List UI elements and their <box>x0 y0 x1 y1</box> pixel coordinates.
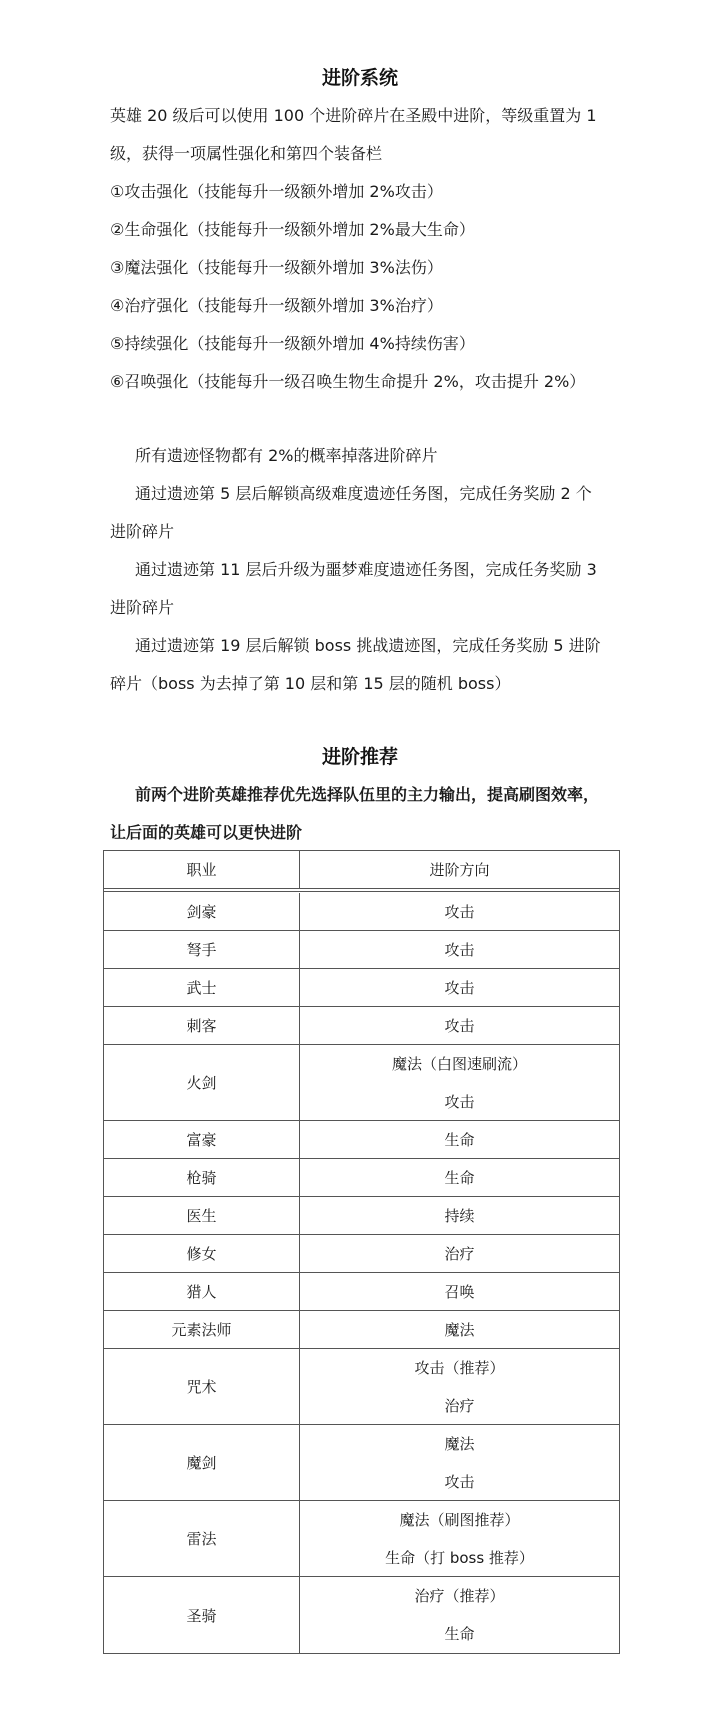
option-attack: ①攻击强化（技能每升一级额外增加 2%攻击） <box>110 182 443 201</box>
direction-entry: 攻击 <box>444 1472 475 1491</box>
job-cell: 修女 <box>104 1235 300 1272</box>
direction-entry: 治疗 <box>444 1396 475 1415</box>
direction-entry: 持续 <box>444 1206 475 1225</box>
direction-cell <box>300 1273 619 1310</box>
job-cell: 猎人 <box>104 1273 300 1310</box>
job-cell: 圣骑 <box>104 1577 300 1653</box>
direction-cell <box>300 1349 619 1424</box>
direction-entry: 魔法 <box>444 1434 475 1453</box>
option-heal: ④治疗强化（技能每升一级额外增加 3%治疗） <box>110 296 443 315</box>
header-direction-label: 进阶方向 <box>429 861 490 879</box>
direction-cell <box>300 893 619 930</box>
direction-entry: 攻击 <box>444 978 475 997</box>
direction-entry: 攻击 <box>444 902 475 921</box>
drop-line-1: 所有遗迹怪物都有 2%的概率掉落进阶碎片 <box>135 446 438 465</box>
note-line-1: 前两个进阶英雄推荐优先选择队伍里的主力输出，提高刷图效率， <box>135 785 600 804</box>
job-cell: 元素法师 <box>104 1311 300 1348</box>
table-row <box>104 1197 619 1235</box>
table-row <box>104 893 619 931</box>
drop-line-3: 进阶碎片 <box>110 522 175 541</box>
table-row <box>104 1501 619 1577</box>
direction-entry: 攻击 <box>444 940 475 959</box>
direction-cell <box>300 1311 619 1348</box>
direction-cell <box>300 1425 619 1500</box>
direction-entry: 魔法（刷图推荐） <box>399 1510 520 1529</box>
drop-line-5: 进阶碎片 <box>110 598 175 617</box>
section-title-advancement-system: 进阶系统 <box>321 67 398 89</box>
job-cell: 武士 <box>104 969 300 1006</box>
direction-cell <box>300 1197 619 1234</box>
table-row <box>104 1121 619 1159</box>
job-cell: 火剑 <box>104 1045 300 1120</box>
direction-cell <box>300 1045 619 1120</box>
table-row <box>104 1311 619 1349</box>
direction-entry: 魔法（白图速刷流） <box>391 1054 527 1073</box>
option-summon: ⑥召唤强化（技能每升一级召唤生物生命提升 2%，攻击提升 2%） <box>110 372 586 391</box>
direction-entry: 生命 <box>444 1130 475 1149</box>
job-cell: 枪骑 <box>104 1159 300 1196</box>
job-cell: 剑豪 <box>104 893 300 930</box>
direction-cell <box>300 1007 619 1044</box>
option-magic: ③魔法强化（技能每升一级额外增加 3%法伤） <box>110 258 443 277</box>
table-row <box>104 1577 619 1653</box>
header-job: 职业 <box>104 851 300 888</box>
table-header-row <box>104 851 619 889</box>
direction-entry: 攻击（推荐） <box>414 1358 505 1377</box>
table-row <box>104 931 619 969</box>
direction-entry: 治疗（推荐） <box>414 1587 505 1605</box>
table-row <box>104 1045 619 1121</box>
job-cell: 魔剑 <box>104 1425 300 1500</box>
direction-entry: 攻击 <box>444 1016 475 1035</box>
intro-line-1: 英雄 20 级后可以使用 100 个进阶碎片在圣殿中进阶，等级重置为 1 <box>110 106 597 125</box>
direction-entry: 召唤 <box>444 1282 475 1301</box>
table-row <box>104 1349 619 1425</box>
direction-entry: 生命（打 boss 推荐） <box>385 1548 534 1567</box>
recommendation-table <box>103 850 620 1654</box>
direction-cell <box>300 1235 619 1272</box>
drop-line-6: 通过遗迹第 19 层后解锁 boss 挑战遗迹图，完成任务奖励 5 进阶 <box>135 636 601 655</box>
drop-line-7: 碎片（boss 为去掉了第 10 层和第 15 层的随机 boss） <box>110 674 511 693</box>
direction-entry: 魔法 <box>444 1320 475 1339</box>
job-cell: 咒术 <box>104 1349 300 1424</box>
intro-line-2: 级，获得一项属性强化和第四个装备栏 <box>110 144 383 163</box>
option-dot: ⑤持续强化（技能每升一级额外增加 4%持续伤害） <box>110 334 475 353</box>
direction-entry: 攻击 <box>444 1092 475 1111</box>
direction-cell <box>300 969 619 1006</box>
job-cell: 雷法 <box>104 1501 300 1576</box>
header-direction <box>300 851 619 888</box>
table-row <box>104 1007 619 1045</box>
table-row <box>104 1425 619 1501</box>
table-row <box>104 1235 619 1273</box>
direction-cell <box>300 1577 619 1653</box>
direction-cell <box>300 931 619 968</box>
header-separator <box>104 889 619 892</box>
note-line-2: 让后面的英雄可以更快进阶 <box>110 823 303 842</box>
option-life: ②生命强化（技能每升一级额外增加 2%最大生命） <box>110 220 475 239</box>
table-row <box>104 969 619 1007</box>
table-row <box>104 1159 619 1197</box>
direction-entry: 治疗 <box>444 1244 475 1263</box>
direction-cell <box>300 1121 619 1158</box>
direction-entry: 生命 <box>444 1168 475 1187</box>
drop-line-2: 通过遗迹第 5 层后解锁高级难度遗迹任务图，完成任务奖励 2 个 <box>135 484 592 503</box>
direction-entry: 生命 <box>444 1625 475 1643</box>
drop-line-4: 通过遗迹第 11 层后升级为噩梦难度遗迹任务图，完成任务奖励 3 <box>135 560 597 579</box>
job-cell: 富豪 <box>104 1121 300 1158</box>
job-cell: 弩手 <box>104 931 300 968</box>
direction-cell <box>300 1501 619 1576</box>
section-title-recommendation: 进阶推荐 <box>321 746 398 768</box>
direction-cell <box>300 1159 619 1196</box>
job-cell: 刺客 <box>104 1007 300 1044</box>
table-row <box>104 1273 619 1311</box>
job-cell: 医生 <box>104 1197 300 1234</box>
